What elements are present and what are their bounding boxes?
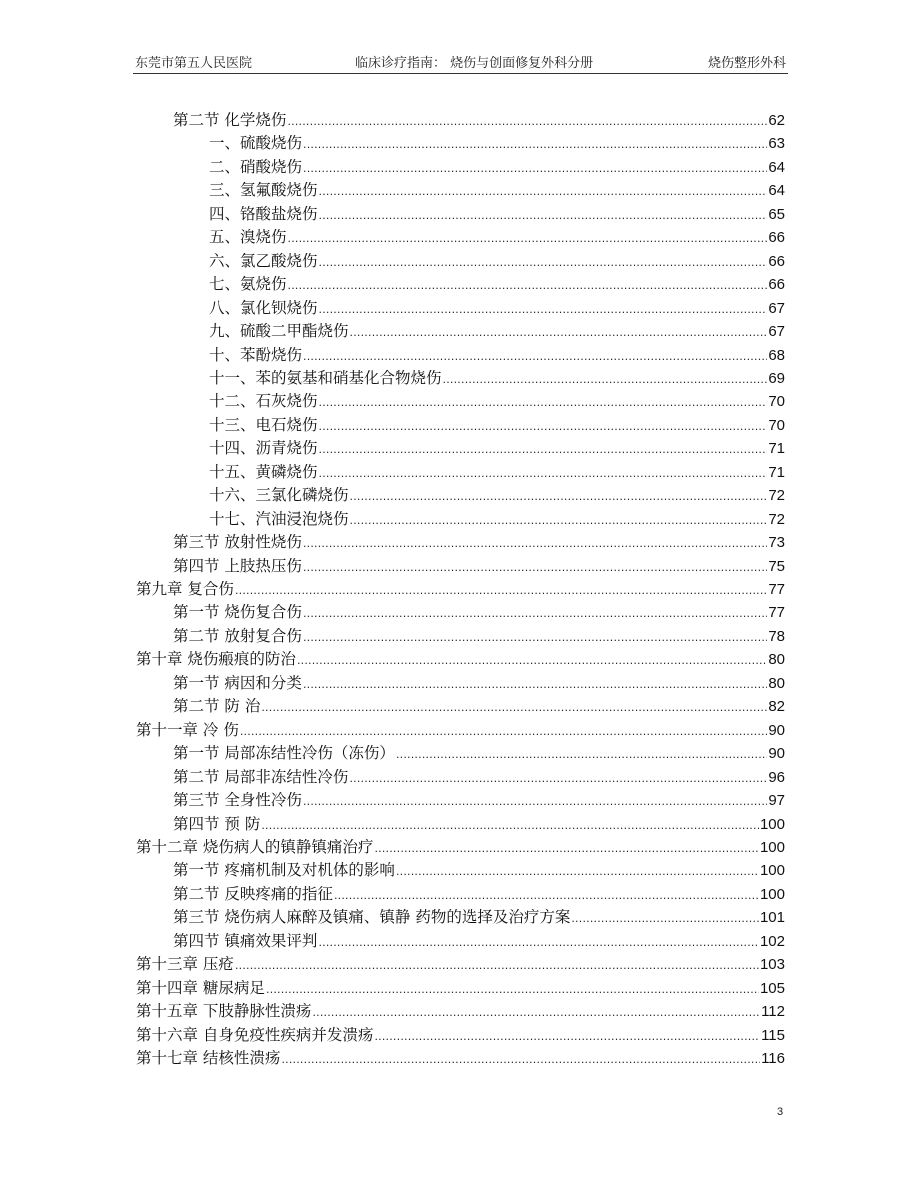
toc-entry[interactable] <box>209 414 785 437</box>
toc-dot-leader <box>287 110 767 133</box>
page-header <box>133 54 788 74</box>
toc-dot-leader <box>312 1001 760 1024</box>
toc-entry-page-number: 69 <box>768 369 785 387</box>
toc-entry-label: 第十三章 压疮 <box>136 955 234 974</box>
toc-entry[interactable] <box>173 883 785 906</box>
toc-entry-label: 第十四章 糖尿病足 <box>136 978 265 997</box>
toc-entry[interactable] <box>173 859 785 882</box>
toc-entry[interactable] <box>136 578 785 601</box>
toc-entry-label: 第二节 防 治 <box>173 697 261 716</box>
toc-entry-label: 第二节 反映疼痛的指征 <box>173 884 333 903</box>
toc-dot-leader <box>374 1025 760 1048</box>
toc-dot-leader <box>288 227 768 250</box>
header-department: 烧伤整形外科 <box>707 56 786 71</box>
toc-entry-page-number: 64 <box>768 158 785 176</box>
toc-dot-leader <box>235 579 767 602</box>
toc-entry-page-number: 77 <box>768 604 785 622</box>
toc-entry[interactable] <box>136 953 785 976</box>
toc-entry-label: 五、溴烧伤 <box>209 228 287 247</box>
toc-entry-label: 第一节 病因和分类 <box>173 673 302 692</box>
toc-entry-label: 第十一章 冷 伤 <box>136 720 239 739</box>
toc-entry-label: 第四节 预 防 <box>173 814 261 833</box>
toc-entry[interactable] <box>173 555 785 578</box>
toc-entry-page-number: 73 <box>768 534 785 552</box>
toc-entry[interactable] <box>173 742 785 765</box>
toc-entry[interactable] <box>209 250 785 273</box>
toc-entry-page-number: 100 <box>759 815 785 833</box>
toc-dot-leader <box>303 532 767 555</box>
toc-entry[interactable] <box>209 226 785 249</box>
toc-dot-leader <box>334 884 759 907</box>
toc-entry-page-number: 100 <box>759 838 785 856</box>
toc-entry-page-number: 100 <box>759 885 785 903</box>
header-hospital-name: 东莞市第五人民医院 <box>135 56 253 71</box>
toc-entry-page-number: 63 <box>768 135 785 153</box>
toc-entry-page-number: 90 <box>768 721 785 739</box>
toc-dot-leader <box>350 485 768 508</box>
toc-entry[interactable] <box>209 461 785 484</box>
toc-entry-page-number: 82 <box>768 698 785 716</box>
toc-entry[interactable] <box>173 109 785 132</box>
toc-dot-leader <box>303 157 767 180</box>
toc-dot-leader <box>303 673 767 696</box>
toc-entry-page-number: 105 <box>759 979 785 997</box>
toc-entry-label: 十、苯酚烧伤 <box>209 345 303 364</box>
toc-dot-leader <box>319 204 768 227</box>
toc-entry[interactable] <box>136 648 785 671</box>
toc-entry-page-number: 90 <box>768 745 785 763</box>
toc-dot-leader <box>319 415 768 438</box>
toc-entry[interactable] <box>209 203 785 226</box>
toc-entry-label: 第九章 复合伤 <box>136 580 234 598</box>
toc-entry-page-number: 116 <box>761 1050 785 1067</box>
toc-dot-leader <box>319 438 768 461</box>
toc-entry[interactable] <box>173 601 785 624</box>
toc-entry[interactable] <box>209 344 785 367</box>
toc-dot-leader <box>318 931 759 954</box>
toc-entry[interactable] <box>136 836 785 859</box>
toc-entry-label: 第三节 烧伤病人麻醉及镇痛、镇静 药物的选择及治疗方案 <box>173 908 571 927</box>
toc-entry[interactable] <box>209 508 785 531</box>
toc-dot-leader <box>303 790 767 813</box>
toc-entry-page-number: 80 <box>768 674 785 692</box>
toc-entry-label: 第二节 化学烧伤 <box>173 111 287 129</box>
toc-entry-page-number: 71 <box>768 440 785 458</box>
toc-dot-leader <box>319 180 768 203</box>
toc-entry-label: 第一节 烧伤复合伤 <box>173 603 302 622</box>
toc-entry[interactable] <box>209 273 785 296</box>
toc-dot-leader <box>281 1048 760 1071</box>
toc-dot-leader <box>261 696 767 719</box>
toc-dot-leader <box>303 626 767 649</box>
toc-entry-page-number: 103 <box>759 956 785 974</box>
toc-dot-leader <box>303 602 767 625</box>
toc-entry-label: 十五、黄磷烧伤 <box>209 462 318 481</box>
toc-entry-label: 第十五章 下肢静脉性溃疡 <box>136 1002 312 1021</box>
toc-entry-page-number: 72 <box>768 487 785 505</box>
toc-entry[interactable] <box>173 531 785 554</box>
toc-entry-label: 第四节 上肢热压伤 <box>173 556 302 575</box>
toc-entry-page-number: 67 <box>768 299 785 317</box>
toc-entry-page-number: 62 <box>768 112 785 129</box>
toc-entry-page-number: 70 <box>768 416 785 434</box>
toc-entry[interactable] <box>173 906 785 929</box>
toc-entry-label: 第四节 镇痛效果评判 <box>173 931 318 950</box>
toc-entry[interactable] <box>173 695 785 718</box>
toc-dot-leader <box>319 391 768 414</box>
toc-entry-page-number: 66 <box>768 276 785 294</box>
toc-entry-page-number: 67 <box>768 323 785 341</box>
toc-entry-label: 十七、汽油浸泡烧伤 <box>209 509 349 528</box>
toc-entry-page-number: 80 <box>768 651 785 669</box>
toc-entry-page-number: 78 <box>768 627 785 645</box>
toc-dot-leader <box>240 720 767 743</box>
toc-entry-label: 四、铬酸盐烧伤 <box>209 204 318 223</box>
toc-dot-leader <box>319 298 768 321</box>
toc-entry-page-number: 66 <box>768 229 785 247</box>
toc-entry-label: 二、硝酸烧伤 <box>209 157 303 176</box>
toc-entry-label: 第一节 疼痛机制及对机体的影响 <box>173 861 395 880</box>
toc-dot-leader <box>349 767 767 790</box>
toc-dot-leader <box>319 462 768 485</box>
toc-entry[interactable] <box>173 625 785 648</box>
toc-entry-page-number: 72 <box>768 510 785 528</box>
toc-dot-leader <box>303 556 767 579</box>
toc-entry-label: 七、氨烧伤 <box>209 275 287 294</box>
toc-dot-leader <box>303 133 767 156</box>
toc-entry-page-number: 75 <box>768 557 785 575</box>
toc-entry-page-number: 97 <box>768 792 785 810</box>
toc-entry[interactable] <box>136 1000 785 1023</box>
toc-entry-label: 十六、三氯化磷烧伤 <box>209 486 349 505</box>
page-number: 3 <box>777 1106 784 1118</box>
toc-dot-leader <box>571 907 759 930</box>
header-guide-title: 临床诊疗指南： 烧伤与创面修复外科分册 <box>355 56 594 71</box>
toc-dot-leader <box>261 814 759 837</box>
toc-entry-label: 九、硫酸二甲酯烧伤 <box>209 322 349 341</box>
toc-dot-leader <box>288 274 768 297</box>
toc-entry[interactable] <box>209 437 785 460</box>
toc-entry[interactable] <box>209 390 785 413</box>
toc-entry[interactable] <box>209 484 785 507</box>
toc-entry-label: 十三、电石烧伤 <box>209 415 318 434</box>
toc-entry[interactable] <box>173 672 785 695</box>
toc-entry-label: 第十二章 烧伤病人的镇静镇痛治疗 <box>136 837 374 856</box>
toc-entry[interactable] <box>173 766 785 789</box>
toc-dot-leader <box>235 954 759 977</box>
toc-entry-label: 十四、沥青烧伤 <box>209 439 318 458</box>
toc-entry[interactable] <box>136 1047 785 1070</box>
toc-entry-page-number: 66 <box>768 252 785 270</box>
toc-entry-page-number: 68 <box>768 346 785 364</box>
toc-entry[interactable] <box>173 813 785 836</box>
toc-dot-leader <box>396 860 759 883</box>
toc-dot-leader <box>303 345 767 368</box>
toc-entry-label: 第十七章 结核性溃疡 <box>136 1049 281 1067</box>
toc-entry[interactable] <box>209 132 785 155</box>
toc-entry-label: 十二、石灰烧伤 <box>209 392 318 411</box>
toc-dot-leader <box>266 978 759 1001</box>
toc-entry[interactable] <box>173 930 785 953</box>
toc-entry[interactable] <box>173 789 785 812</box>
toc-entry[interactable] <box>209 320 785 343</box>
toc-dot-leader <box>319 251 768 274</box>
toc-entry-page-number: 64 <box>768 182 785 200</box>
toc-entry-label: 第三节 全身性冷伤 <box>173 791 302 810</box>
toc-entry-label: 第二节 局部非冻结性冷伤 <box>173 767 349 786</box>
toc-entry[interactable] <box>136 977 785 1000</box>
toc-entry-label: 三、氢氟酸烧伤 <box>209 181 318 200</box>
toc-entry-page-number: 115 <box>761 1026 785 1044</box>
toc-entry-label: 第二节 放射复合伤 <box>173 626 302 645</box>
toc-entry-page-number: 112 <box>761 1003 785 1021</box>
toc-entry-label: 六、氯乙酸烧伤 <box>209 251 318 270</box>
toc-dot-leader <box>350 321 768 344</box>
toc-entry-page-number: 71 <box>768 463 785 481</box>
toc-entry-page-number: 77 <box>768 581 785 598</box>
toc-entry[interactable] <box>209 179 785 202</box>
toc-entry-label: 第一节 局部冻结性冷伤（冻伤） <box>173 744 395 763</box>
toc-entry-label: 第十六章 自身免疫性疾病并发溃疡 <box>136 1025 374 1044</box>
toc-entry-page-number: 101 <box>759 909 785 927</box>
toc-entry-label: 八、氯化钡烧伤 <box>209 298 318 317</box>
toc-entry-label: 一、硫酸烧伤 <box>209 134 303 153</box>
toc-dot-leader <box>443 368 768 391</box>
toc-entry-label: 十一、苯的氨基和硝基化合物烧伤 <box>209 368 442 387</box>
toc-entry[interactable] <box>209 367 785 390</box>
toc-entry-label: 第三节 放射性烧伤 <box>173 533 302 552</box>
toc-entry-page-number: 102 <box>759 932 785 950</box>
toc-dot-leader <box>396 743 767 766</box>
toc-entry-page-number: 70 <box>768 393 785 411</box>
toc-dot-leader <box>297 649 767 672</box>
toc-entry-page-number: 100 <box>759 862 785 880</box>
toc-entry-page-number: 65 <box>768 205 785 223</box>
toc-dot-leader <box>374 837 759 860</box>
toc-entry-label: 第十章 烧伤瘢痕的防治 <box>136 650 296 669</box>
toc-entry-page-number: 96 <box>768 768 785 786</box>
toc-entry[interactable] <box>136 1024 785 1047</box>
toc-entry[interactable] <box>209 297 785 320</box>
header-divider <box>133 73 788 74</box>
toc-entry[interactable] <box>209 156 785 179</box>
toc-entry[interactable] <box>136 719 785 742</box>
toc-dot-leader <box>350 509 768 532</box>
